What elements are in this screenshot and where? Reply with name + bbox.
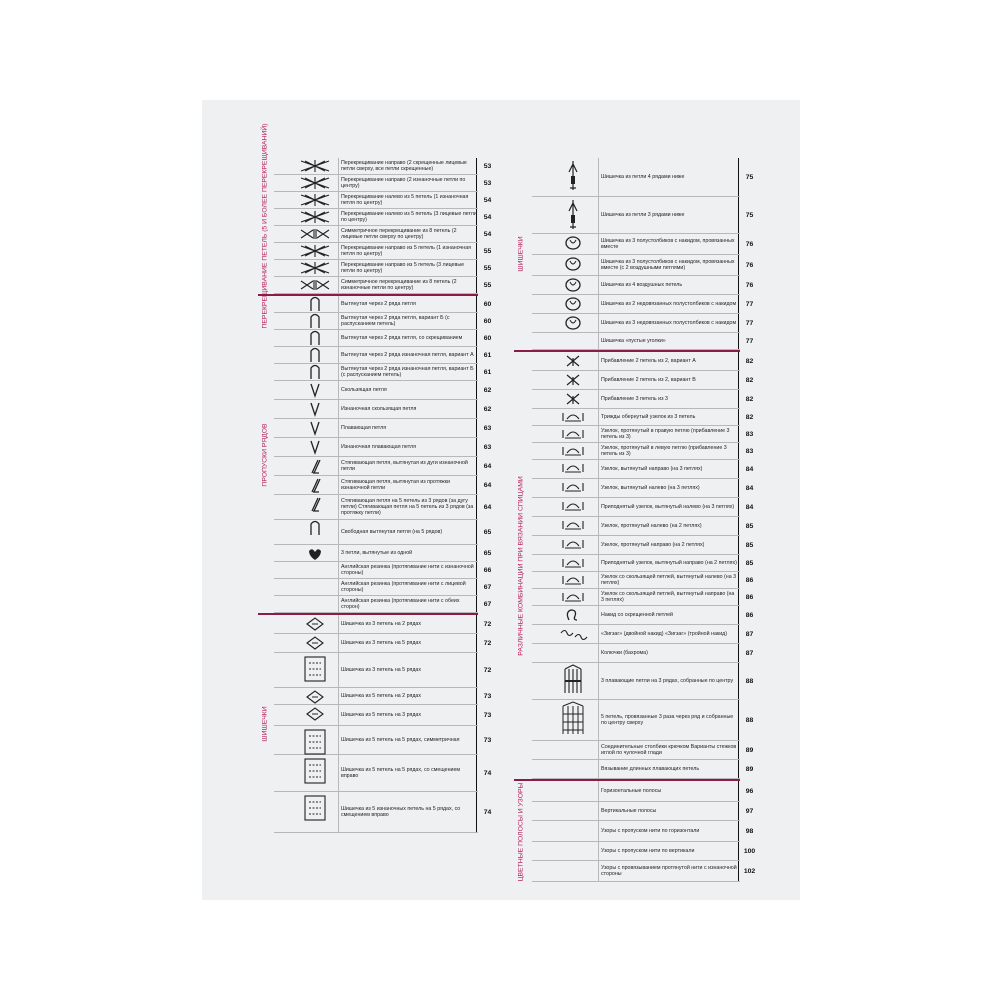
page-number: 74 xyxy=(476,755,498,791)
bobble-needle-icon xyxy=(554,197,592,233)
index-row xyxy=(532,314,754,333)
elongated-stitch-icon xyxy=(296,296,334,312)
bobble-tall-icon xyxy=(296,726,334,754)
page-number: 67 xyxy=(476,596,498,612)
page-number: 73 xyxy=(476,705,498,725)
index-row xyxy=(532,479,754,498)
symbol-cell xyxy=(296,596,334,612)
bobble-icon xyxy=(296,705,334,725)
bobble-icon xyxy=(296,634,334,652)
page-number: 89 xyxy=(738,741,760,759)
popcorn-icon xyxy=(554,276,592,294)
index-row xyxy=(532,861,756,882)
loop-icon xyxy=(554,606,592,624)
index-row xyxy=(532,760,754,779)
knot-icon xyxy=(554,589,592,605)
slip-stitch-icon xyxy=(296,438,334,456)
cross-5-icon xyxy=(296,175,334,191)
stitch-description: Вертикальные полосы xyxy=(598,802,740,820)
stitch-description: Приподнятый узелок, вытянутый направо (на 2 петлях) xyxy=(598,555,740,571)
page-number: 72 xyxy=(476,615,498,633)
cross-5-icon xyxy=(296,260,334,276)
knot-icon xyxy=(554,479,592,497)
knot-icon xyxy=(554,498,592,516)
stitch-description: Накид со скрещенной петлей xyxy=(598,606,740,624)
section-2 xyxy=(258,294,492,613)
section-title xyxy=(514,781,528,882)
index-row xyxy=(532,443,754,460)
index-row xyxy=(532,589,754,606)
section-title xyxy=(258,615,272,833)
stitch-description: Шишечка из 3 петель на 5 рядах xyxy=(338,653,480,687)
increase-icon xyxy=(554,371,592,389)
section-2 xyxy=(514,350,754,779)
page-number: 63 xyxy=(476,419,498,437)
page-number: 65 xyxy=(476,545,498,561)
index-row xyxy=(532,663,754,700)
index-row xyxy=(274,226,492,243)
page-number: 100 xyxy=(738,842,760,860)
stitch-description: Шишечка из 5 петель на 5 рядах, симметричная xyxy=(338,726,480,754)
knot-icon xyxy=(554,460,592,478)
page-number: 76 xyxy=(738,276,760,294)
page-number: 82 xyxy=(738,390,760,408)
stitch-description: Стягивающая петля, вытянутая из дуги изнаночной петли xyxy=(338,457,480,475)
index-row xyxy=(274,296,492,313)
page-number: 62 xyxy=(476,381,498,399)
stitch-description: Английская резинка (протягивание нити с лицевой стороны) xyxy=(338,579,480,595)
stitch-description: Шишечка из петли 3 рядами ниже xyxy=(598,197,740,233)
cross-5-icon xyxy=(296,209,334,225)
symbol-cell xyxy=(296,579,334,595)
index-row xyxy=(274,364,492,381)
index-row xyxy=(274,579,492,596)
elongated-stitch-icon xyxy=(296,347,334,363)
page-number: 66 xyxy=(476,562,498,578)
index-row xyxy=(274,158,492,175)
stitch-description: Вытянутая через 2 ряда изнаночная петля, вариант А xyxy=(338,347,480,363)
stitch-description: Трижды обернутый узелок из 3 петель xyxy=(598,409,740,425)
section-title xyxy=(514,352,528,779)
stitch-description: Колючки (бахрома) xyxy=(598,644,740,662)
page-number: 102 xyxy=(738,861,760,881)
stitch-description: Узелок, вытянутый налево (на 3 петлях) xyxy=(598,479,740,497)
page-number: 88 xyxy=(738,663,760,699)
knot-icon xyxy=(554,555,592,571)
index-row xyxy=(274,705,492,726)
index-row xyxy=(274,653,492,688)
stitch-description: 3 петли, вытянутые из одной xyxy=(338,545,480,561)
page-number: 65 xyxy=(476,520,498,544)
page-number: 86 xyxy=(738,606,760,624)
section-title-text: ЦВЕТНЫЕ ПОЛОСЫ И УЗОРЫ xyxy=(517,781,525,882)
index-row xyxy=(274,755,492,792)
page-number: 72 xyxy=(476,634,498,652)
stitch-description: Узоры с провязыванием протянутой нити с изнаночной стороны xyxy=(598,861,740,881)
page-number: 75 xyxy=(738,158,760,196)
index-row xyxy=(532,158,754,197)
stitch-description: Прибавление 3 петель из 3 xyxy=(598,390,740,408)
index-row xyxy=(532,197,754,234)
knot-icon xyxy=(554,517,592,535)
stitch-description: Узелок, протянутый в правую петлю (прибавление 3 петель из 3) xyxy=(598,426,740,442)
page-number: 96 xyxy=(738,781,760,801)
page-number: 87 xyxy=(738,625,760,643)
section-title-text: ШИШЕЧКИ xyxy=(517,236,525,272)
bobble-tall-icon xyxy=(296,792,334,832)
page-number: 77 xyxy=(738,295,760,313)
page-number: 63 xyxy=(476,438,498,456)
page-number: 89 xyxy=(738,760,760,778)
stitch-description: Шишечка из 5 петель на 5 рядах, со смещением вправо xyxy=(338,755,480,791)
page-number: 72 xyxy=(476,653,498,687)
page-number: 85 xyxy=(738,536,760,554)
page-number: 86 xyxy=(738,572,760,588)
stitch-description: Шишечка из 3 полустолбиков с накидом, провязанных вместе xyxy=(598,234,740,254)
zigzag-icon xyxy=(554,625,592,643)
elongated-stitch-icon xyxy=(296,313,334,329)
index-row xyxy=(532,460,754,479)
index-row xyxy=(274,476,492,495)
symbol-cell xyxy=(554,644,592,662)
index-row xyxy=(532,234,754,255)
stitch-description: Узелок со скользящей петлей, вытянутый направо (на 3 петлях) xyxy=(598,589,740,605)
symbol-cell xyxy=(554,821,592,841)
index-row xyxy=(274,243,492,260)
page-number: 53 xyxy=(476,175,498,191)
index-row xyxy=(274,400,492,419)
page-number: 82 xyxy=(738,409,760,425)
stitch-description: Шишечка из 5 изнаночных петель на 5 рядах, со смещением вправо xyxy=(338,792,480,832)
symbol-cell xyxy=(554,861,592,881)
index-row xyxy=(274,277,492,294)
symbol-cell xyxy=(554,802,592,820)
page-number: 82 xyxy=(738,371,760,389)
bobble-tall-icon xyxy=(296,755,334,791)
stitch-description: Узоры с пропуском нити по горизонтали xyxy=(598,821,740,841)
stitch-description: Изнаночная плавающая петля xyxy=(338,438,480,456)
symbol-cell xyxy=(554,760,592,778)
index-row xyxy=(274,457,492,476)
stitch-description: Симметричное перекрещивание из 8 петель (2 лицевые петли сверху по центру) xyxy=(338,226,480,242)
stitch-description: Узелок, вытянутый направо (на 3 петлях) xyxy=(598,460,740,478)
page-number: 77 xyxy=(738,333,760,349)
float-tall-icon xyxy=(554,700,592,740)
index-row xyxy=(532,390,754,409)
page-number: 61 xyxy=(476,364,498,380)
index-row xyxy=(274,562,492,579)
index-row xyxy=(532,572,754,589)
stitch-description: Шишечка из 3 петель на 2 рядах xyxy=(338,615,480,633)
increase-icon xyxy=(554,352,592,370)
knot-icon xyxy=(554,409,592,425)
page-number: 67 xyxy=(476,579,498,595)
symbol-cell xyxy=(554,741,592,759)
bobble-icon xyxy=(296,615,334,633)
section-title-text: ПРОПУСКИ РЯДОВ xyxy=(261,422,269,487)
index-row xyxy=(274,192,492,209)
symbol-cell xyxy=(296,562,334,578)
right-column xyxy=(514,158,756,882)
stitch-description: Шишечка из 3 полустолбиков с накидом, провязанных вместе (с 2 воздушными петлями) xyxy=(598,255,740,275)
elongated-stitch-icon xyxy=(296,364,334,380)
index-row xyxy=(532,371,754,390)
stitch-description: Стягивающая петля на 5 петель из 3 рядов (за дугу петли) Стягивающая петля на 5 петель из 3 рядов (за протяжку петли) xyxy=(338,495,480,519)
section-title-text: ПЕРЕКРЕЩИВАНИЕ ПЕТЕЛЬ (5 И БОЛЕЕ ПЕРЕКРЕЩИВАНИЙ) xyxy=(261,123,269,329)
stitch-description: «Зигзаг» (двойной накид) «Зигзаг» (тройной накид) xyxy=(598,625,740,643)
page-number: 84 xyxy=(738,479,760,497)
index-row xyxy=(274,596,492,613)
page-number: 64 xyxy=(476,476,498,494)
page-number: 53 xyxy=(476,158,498,174)
stitch-description: Шишечка из 5 петель на 3 рядах xyxy=(338,705,480,725)
stitch-description: Свободная вытянутая петля (на 5 рядов) xyxy=(338,520,480,544)
stitch-description: Перекрещивание направо (2 изнаночные петли по центру) xyxy=(338,175,480,191)
page-number: 73 xyxy=(476,688,498,704)
section-title-text: ШИШЕЧКИ xyxy=(261,706,269,742)
index-row xyxy=(274,419,492,438)
page-number: 98 xyxy=(738,821,760,841)
left-column xyxy=(258,123,492,833)
bobble-icon xyxy=(296,688,334,704)
index-row xyxy=(274,438,492,457)
bobble-tall-icon xyxy=(296,653,334,687)
stitch-description: Перекрещивание направо из 5 петель (3 лицевые петли по центру) xyxy=(338,260,480,276)
stitch-description: 5 петель, провязанные 3 раза через ряд и собранные по центру сверху xyxy=(598,700,740,740)
index-row xyxy=(274,381,492,400)
page-number: 87 xyxy=(738,644,760,662)
page-number: 60 xyxy=(476,313,498,329)
index-row xyxy=(532,498,754,517)
stitch-description: 3 плавающие петли на 3 рядах, собранные по центру xyxy=(598,663,740,699)
index-row xyxy=(274,615,492,634)
stitch-description: Плавающая петля xyxy=(338,419,480,437)
index-row xyxy=(532,517,754,536)
page-number: 83 xyxy=(738,426,760,442)
page-number: 97 xyxy=(738,802,760,820)
cross-8-icon xyxy=(296,226,334,242)
index-row xyxy=(532,781,754,802)
stitch-description: Узелок, протянутый в левую петлю (прибавление 3 петель из 3) xyxy=(598,443,740,459)
page-number: 54 xyxy=(476,192,498,208)
section-1 xyxy=(514,158,754,350)
stitch-description: Горизонтальные полосы xyxy=(598,781,740,801)
stitch-description: Прибавление 2 петель из 2, вариант А xyxy=(598,352,740,370)
elongated-stitch-icon xyxy=(296,330,334,346)
page-number: 62 xyxy=(476,400,498,418)
stitch-description: Прибавление 2 петель из 2, вариант В xyxy=(598,371,740,389)
page-number: 84 xyxy=(738,460,760,478)
stitch-description: Соединительные столбики крючком Варианты стежков иглой по чулочной глади xyxy=(598,741,740,759)
stitch-description: Вязывание длинных плавающих петель xyxy=(598,760,740,778)
page-number: 85 xyxy=(738,555,760,571)
stitch-description: Шишечка из петли 4 рядами ниже xyxy=(598,158,740,196)
index-row xyxy=(274,688,492,705)
page-number: 60 xyxy=(476,330,498,346)
page-number: 74 xyxy=(476,792,498,832)
stitch-description: Узоры с пропуском нити по вертикали xyxy=(598,842,740,860)
slip-stitch-icon xyxy=(296,419,334,437)
page-number: 76 xyxy=(738,234,760,254)
pulled-loop-icon xyxy=(296,457,334,475)
page-number: 73 xyxy=(476,726,498,754)
stitch-description: Вытянутая через 2 ряда петля, вариант Б (с распусканием петель) xyxy=(338,313,480,329)
section-3 xyxy=(514,779,756,882)
page-number: 54 xyxy=(476,226,498,242)
stitch-description: Шишечка из 2 недовязанных полустолбиков с накидом xyxy=(598,295,740,313)
pulled-loop-icon xyxy=(296,476,334,494)
stitch-description: Шишечка «пустые уголки» xyxy=(598,333,740,349)
stitch-description: Английская резинка (протягивание нити с обеих сторон) xyxy=(338,596,480,612)
index-row xyxy=(532,700,754,741)
index-row xyxy=(274,545,492,562)
section-title xyxy=(258,123,272,329)
stitch-description: Симметричное перекрещивание из 8 петель (2 изнаночные петли по центру) xyxy=(338,277,480,293)
popcorn-icon xyxy=(554,255,592,275)
symbol-cell xyxy=(554,781,592,801)
stitch-description: Перекрещивание направо из 5 петель (1 изнаночная петля по центру) xyxy=(338,243,480,259)
stitch-description: Скользящая петля xyxy=(338,381,480,399)
index-row xyxy=(274,260,492,277)
stitch-description: Вытянутая через 2 ряда петля, со скрещиванием xyxy=(338,330,480,346)
page-number: 76 xyxy=(738,255,760,275)
page-number: 55 xyxy=(476,243,498,259)
index-row xyxy=(274,520,492,545)
index-row xyxy=(274,792,492,833)
index-row xyxy=(532,333,754,350)
stitch-description: Приподнятый узелок, вытянутый налево (на 3 петлях) xyxy=(598,498,740,516)
index-row xyxy=(532,842,756,861)
knot-icon xyxy=(554,572,592,588)
section-title xyxy=(514,158,528,350)
page-number: 60 xyxy=(476,296,498,312)
index-row xyxy=(532,352,754,371)
popcorn-icon xyxy=(554,234,592,254)
index-row xyxy=(532,644,754,663)
pulled-loop-icon xyxy=(296,495,334,519)
index-row xyxy=(274,726,492,755)
index-row xyxy=(274,634,492,653)
page-number: 82 xyxy=(738,352,760,370)
cross-5-icon xyxy=(296,243,334,259)
index-row xyxy=(274,495,492,520)
index-row xyxy=(532,625,754,644)
increase-icon xyxy=(554,390,592,408)
index-row xyxy=(274,313,492,330)
index-row xyxy=(532,255,754,276)
stitch-description: Шишечка из 3 недовязанных полустолбиков с накидом xyxy=(598,314,740,332)
index-row xyxy=(532,555,754,572)
index-row xyxy=(532,426,754,443)
stitch-description: Перекрещивание направо (2 скрещенные лицевые петли сверху, все петли скрещенные) xyxy=(338,158,480,174)
page-number: 85 xyxy=(738,517,760,535)
slip-stitch-icon xyxy=(296,400,334,418)
index-row xyxy=(532,802,754,821)
stitch-description: Шишечка из 4 воздушных петель xyxy=(598,276,740,294)
index-row xyxy=(532,821,754,842)
section-title-text: РАЗЛИЧНЫЕ КОМБИНАЦИИ ПРИ ВЯЗАНИИ СПИЦАМИ xyxy=(517,475,525,656)
knot-icon xyxy=(554,443,592,459)
page-number: 64 xyxy=(476,495,498,519)
section-title xyxy=(258,296,272,613)
page-number: 84 xyxy=(738,498,760,516)
index-row xyxy=(532,606,754,625)
stitch-description: Шишечка из 3 петель на 5 рядах xyxy=(338,634,480,652)
heart-icon xyxy=(296,545,334,561)
page-number: 54 xyxy=(476,209,498,225)
index-row xyxy=(532,276,754,295)
page-number: 88 xyxy=(738,700,760,740)
cross-5-icon xyxy=(296,158,334,174)
stitch-description: Стягивающая петля, вытянутая из протяжки изнаночной петли xyxy=(338,476,480,494)
popcorn-icon xyxy=(554,295,592,313)
page-number: 86 xyxy=(738,589,760,605)
page-number: 55 xyxy=(476,260,498,276)
index-row xyxy=(532,295,754,314)
popcorn-icon xyxy=(554,314,592,332)
page-number: 64 xyxy=(476,457,498,475)
section-3 xyxy=(258,613,492,833)
index-row xyxy=(532,536,754,555)
stitch-description: Узелок, протянутый налево (на 2 петлях) xyxy=(598,517,740,535)
symbol-cell xyxy=(554,333,592,349)
index-row xyxy=(274,175,492,192)
stitch-description: Узелок со скользящей петлей, вытянутый налево (на 3 петлях) xyxy=(598,572,740,588)
cross-8-icon xyxy=(296,277,334,293)
float-icon xyxy=(554,663,592,699)
slip-stitch-icon xyxy=(296,381,334,399)
index-row xyxy=(532,409,754,426)
index-row xyxy=(532,741,754,760)
stitch-description: Изнаночная скользящая петля xyxy=(338,400,480,418)
index-row xyxy=(274,209,492,226)
page-number: 77 xyxy=(738,314,760,332)
index-row xyxy=(274,330,492,347)
elongated-stitch-icon xyxy=(296,520,334,544)
index-row xyxy=(274,347,492,364)
symbol-cell xyxy=(554,842,592,860)
stitch-description: Вытянутая через 2 ряда изнаночная петля, вариант Б (с распусканием петель) xyxy=(338,364,480,380)
page-number: 61 xyxy=(476,347,498,363)
knot-icon xyxy=(554,536,592,554)
stitch-description: Перекрещивание налево из 5 петель (1 изнаночная петля по центру) xyxy=(338,192,480,208)
page-number: 83 xyxy=(738,443,760,459)
stitch-description: Шишечка из 5 петель на 2 рядах xyxy=(338,688,480,704)
stitch-description: Вытянутая через 2 ряда петля xyxy=(338,296,480,312)
page-number: 75 xyxy=(738,197,760,233)
cross-5-icon xyxy=(296,192,334,208)
page-number: 55 xyxy=(476,277,498,293)
knot-icon xyxy=(554,426,592,442)
stitch-description: Перекрещивание налево из 5 петель (3 лицевые петли по центру) xyxy=(338,209,480,225)
stitch-description: Узелок, протянутый направо (на 2 петлях) xyxy=(598,536,740,554)
bobble-needle-icon xyxy=(554,158,592,196)
stitch-description: Английская резинка (протягивание нити с изнаночной стороны) xyxy=(338,562,480,578)
